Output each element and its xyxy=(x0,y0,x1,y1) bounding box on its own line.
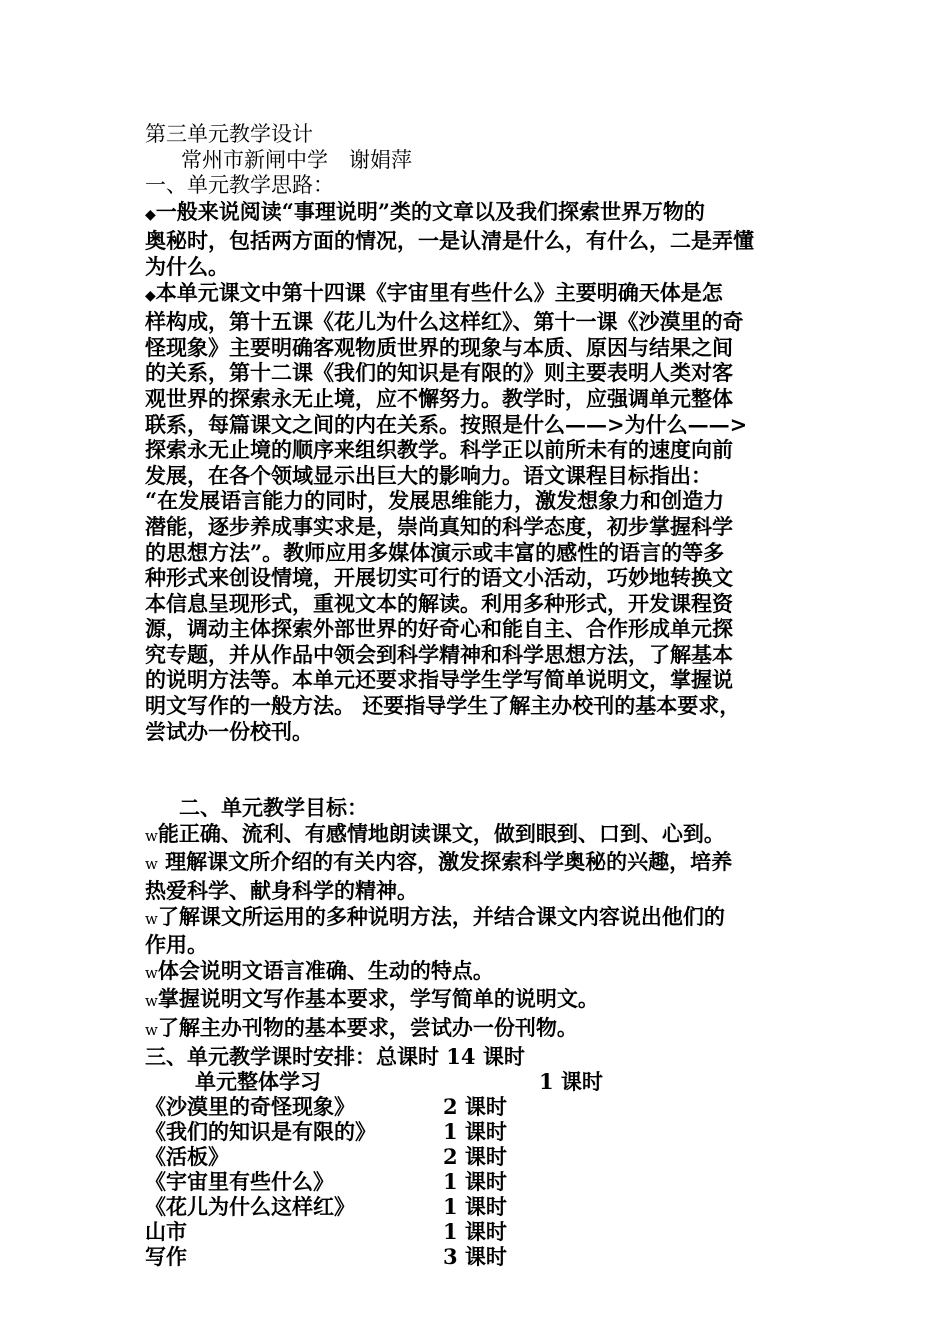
diamond-bullet-icon: ◆ xyxy=(145,206,156,223)
paragraph-line: 本信息呈现形式，重视文本的解读。利用多种形式，开发课程资 xyxy=(145,590,733,616)
paragraph-line: 样构成，第十五课《花儿为什么这样红》、第十一课《沙漠里的奇 xyxy=(145,309,744,335)
paragraph-line: 种形式来创设情境，开展切实可行的语文小活动，巧妙地转换文 xyxy=(145,565,733,591)
document-author: 常州市新闸中学 谢娟萍 xyxy=(181,147,412,172)
schedule-item-hours: 1 课时 xyxy=(443,1194,507,1220)
objectives-list xyxy=(145,821,825,1044)
schedule-item-name: 《我们的知识是有限的》 xyxy=(145,1119,376,1145)
schedule-row xyxy=(145,1244,825,1269)
section2-heading: 二、单元教学目标： xyxy=(179,795,368,821)
objective-line: 体会说明文语言准确、生动的特点。 xyxy=(157,957,494,983)
paragraph-line: 奥秘时，包括两方面的情况，一是认清是什么，有什么，二是弄懂 xyxy=(145,228,754,254)
schedule-row xyxy=(145,1069,825,1094)
objective-line: 热爱科学、献身科学的精神。 xyxy=(145,878,418,904)
schedule-item-hours: 2 课时 xyxy=(443,1094,507,1120)
paragraph-line: 怪现象》主要明确客观物质世界的现象与本质、原因与结果之间 xyxy=(145,334,733,360)
schedule-item-hours: 2 课时 xyxy=(443,1144,507,1170)
schedule-item-name: 《宇宙里有些什么》 xyxy=(145,1169,334,1195)
schedule-item-name: 《沙漠里的奇怪现象》 xyxy=(145,1094,355,1120)
schedule-item-hours: 1 课时 xyxy=(443,1119,507,1145)
objective-line: 掌握说明文写作基本要求，学写简单的说明文。 xyxy=(157,986,599,1012)
schedule-row xyxy=(145,1144,825,1169)
schedule-row xyxy=(145,1194,825,1219)
w-bullet-icon: w xyxy=(145,963,158,982)
w-bullet-icon: w xyxy=(145,1021,158,1039)
section3-heading: 三、单元教学课时安排：总课时 14 课时 xyxy=(145,1043,525,1069)
paragraph-line: 为什么。 xyxy=(145,253,229,279)
paragraph-line: 观世界的探索永无止境，应不懈努力。教学时，应强调单元整体 xyxy=(145,385,733,411)
schedule-row xyxy=(145,1119,825,1144)
schedule-item-hours: 1 课时 xyxy=(443,1169,507,1195)
objective-line: 作用。 xyxy=(145,932,208,958)
paragraph-line: 探索永无止境的顺序来组织教学。科学正以前所未有的速度向前 xyxy=(145,437,733,463)
schedule-table xyxy=(145,1069,825,1269)
schedule-item-name: 山市 xyxy=(145,1219,187,1245)
paragraph-line: 尝试办一份校刊。 xyxy=(145,718,313,744)
objective-line: 能正确、流利、有感情地朗读课文，做到眼到、口到、心到。 xyxy=(157,820,725,846)
paragraph-line: 明文写作的一般方法。 还要指导学生了解主办校刊的基本要求， xyxy=(145,693,741,719)
paragraph-line: 联系，每篇课文之间的内在关系。按照是什么——>为什么——> xyxy=(145,411,748,437)
paragraph-line: 潜能，逐步养成事实求是，崇尚真知的科学态度，初步掌握科学 xyxy=(145,513,733,539)
w-bullet-icon: w xyxy=(145,992,158,1011)
schedule-item-name: 《活板》 xyxy=(145,1144,229,1170)
paragraph-line: 一般来说阅读“事理说明”类的文章以及我们探索世界万物的 xyxy=(155,198,705,224)
section1-heading: 一、单元教学思路： xyxy=(145,173,334,198)
section1-paragraph-1 xyxy=(145,199,825,280)
spacer xyxy=(145,744,825,795)
paragraph-line: 本单元课文中第十四课《宇宙里有些什么》主要明确天体是怎 xyxy=(155,279,723,305)
paragraph-line: “在发展语言能力的同时，发展思维能力，激发想象力和创造力 xyxy=(145,488,725,514)
w-bullet-icon: w xyxy=(145,826,158,845)
w-bullet-icon: w xyxy=(145,909,158,928)
paragraph-line: 的关系，第十二课《我们的知识是有限的》则主要表明人类对客 xyxy=(145,360,733,386)
document-title: 第三单元教学设计 xyxy=(145,122,313,146)
schedule-item-hours: 3 课时 xyxy=(443,1244,507,1270)
schedule-row xyxy=(145,1219,825,1244)
schedule-row xyxy=(145,1169,825,1194)
paragraph-line: 的思想方法”。教师应用多媒体演示或丰富的感性的语言的等多 xyxy=(145,539,725,565)
diamond-bullet-icon: ◆ xyxy=(145,287,156,304)
schedule-item-hours: 1 课时 xyxy=(443,1219,507,1245)
w-bullet-icon: w xyxy=(145,855,158,874)
objective-line: 了解课文所运用的多种说明方法，并结合课文内容说出他们的 xyxy=(157,903,725,929)
schedule-item-name: 《花儿为什么这样红》 xyxy=(145,1194,355,1220)
schedule-item-name: 写作 xyxy=(145,1244,187,1270)
schedule-item-name: 单元整体学习 xyxy=(195,1069,321,1095)
paragraph-line: 源，调动主体探索外部世界的好奇心和能自主、合作形成单元探 xyxy=(145,616,733,642)
schedule-item-hours: 1 课时 xyxy=(539,1069,603,1095)
section1-paragraph-2 xyxy=(145,280,825,745)
paragraph-line: 究专题，并从作品中领会到科学精神和科学思想方法，了解基本 xyxy=(145,641,733,667)
schedule-row xyxy=(145,1094,825,1119)
paragraph-line: 的说明方法等。本单元还要求指导学生学写简单说明文，掌握说 xyxy=(145,667,733,693)
objective-line: 了解主办刊物的基本要求，尝试办一份刊物。 xyxy=(157,1015,578,1040)
objective-line: 理解课文所介绍的有关内容，激发探索科学奥秘的兴趣，培养 xyxy=(157,849,733,875)
paragraph-line: 发展，在各个领域显示出巨大的影响力。语文课程目标指出： xyxy=(145,462,712,488)
document-page xyxy=(145,122,825,1269)
